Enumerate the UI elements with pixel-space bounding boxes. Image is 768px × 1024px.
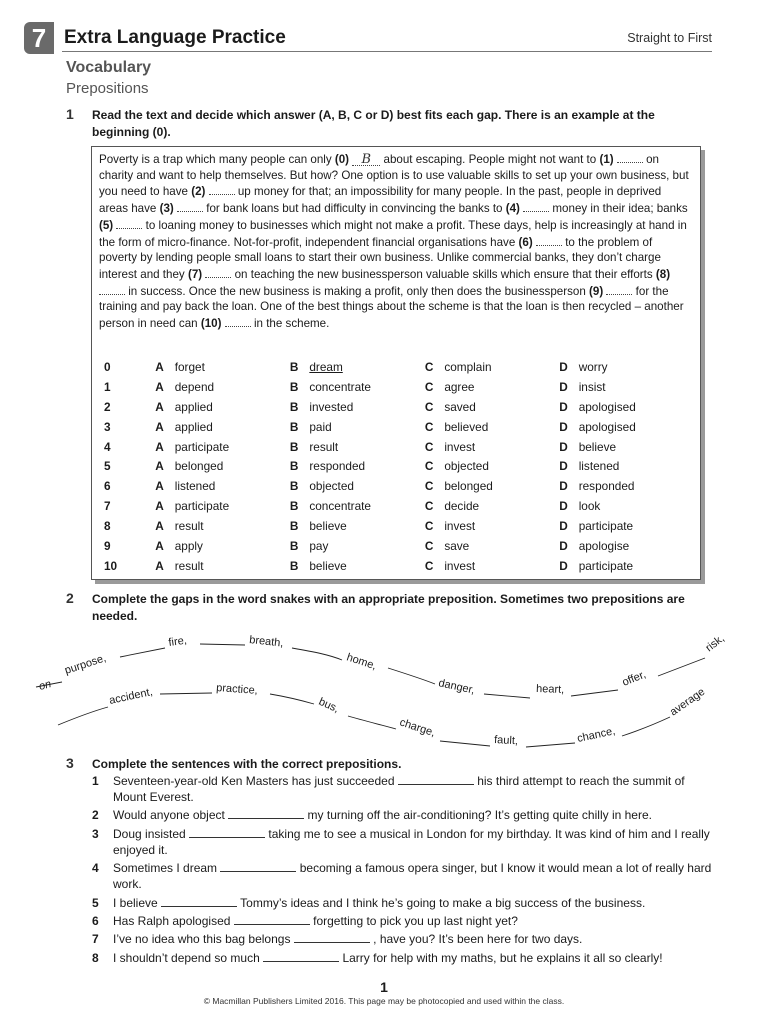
option-letter: C (424, 379, 434, 394)
sentence-text-after: forgetting to pick you up last night yet? (313, 913, 518, 928)
gap-label: (3) (159, 202, 174, 216)
sentence-number: 2 (92, 808, 99, 823)
option-row-number: 10 (104, 558, 118, 573)
option-letter: D (559, 399, 568, 414)
option-letter: C (424, 479, 434, 494)
option-row (104, 357, 694, 377)
snake-word: practice, (215, 682, 259, 697)
sentence-blank[interactable] (398, 773, 474, 785)
option-letter: B (289, 419, 299, 434)
sentence-text-after: Larry for help with my maths, but he explains it all so clearly! (342, 950, 663, 965)
option-letter: A (155, 519, 164, 534)
sentence-blank[interactable] (294, 931, 370, 943)
option-a[interactable]: participate (174, 439, 230, 454)
sentence-number: 7 (92, 932, 99, 947)
gap-5-blank[interactable] (116, 217, 142, 229)
exercise-1-passage: Poverty is a trap which many people can only (0) B about escaping. People might not want to (1) on charity and want to help themselves. But how? One option is to use valuable skills to set up your own business, but you need to have (2) up money for that; an impossibility for many people. In the past, people in deprived areas have (3) for bank loans but had difficulty in convincing the banks to (4) money in their idea; banks (5) to loaning money to businesses which might not make a profit. These days, help is increasingly at hand in the form of micro-finance. Not-for-profit, independent financial organisations have (6) to the problem of poverty by lending people small loans to start their own business. Unlike commercial banks, they don’t charge interest and they (7) on teaching the new businessperson valuable skills which ensure that their efforts (8) in success. Once the new business is making a profit, only then does the businessperson (9) for the training and pay back the loan. One of the best things about the scheme is that the loan is then recycled – another person in need can (10) in the scheme. (99, 152, 689, 331)
option-letter: D (559, 459, 568, 474)
section-heading: Vocabulary (66, 59, 152, 76)
sentence (92, 826, 712, 858)
gap-2-blank[interactable] (209, 183, 235, 195)
option-letter: D (559, 499, 568, 514)
option-c[interactable]: invest (444, 439, 476, 454)
exercise-2-instruction: Complete the gaps in the word snakes with an appropriate preposition. Sometimes two prepositions are needed. (92, 592, 685, 623)
sentence-text-before: I shouldn’t depend so much (113, 950, 260, 965)
snake-word: risk, (703, 632, 727, 655)
option-letter: D (559, 479, 568, 494)
sentence-text-after: his third attempt to reach the summit of Mount Everest. (113, 774, 685, 804)
sentence-text-after: taking me to see a musical in London for my birthday. It was kind of him and I really enjoyed it. (113, 826, 710, 857)
gap-label: (6) (518, 235, 533, 249)
exercise-1-box (91, 146, 701, 580)
option-letter: C (424, 399, 434, 414)
option-letter: B (289, 439, 299, 454)
gap-10-blank[interactable] (225, 315, 251, 327)
option-row (104, 456, 694, 476)
sentence-text-before: Would anyone object (113, 808, 225, 823)
option-letter: A (155, 499, 164, 514)
option-row (104, 516, 694, 536)
option-d[interactable]: listened (578, 459, 620, 474)
option-letter: D (559, 519, 568, 534)
sentence-text-before: Has Ralph apologised (113, 913, 231, 928)
snake-word: bus, (316, 695, 341, 716)
snake-word: charge, (398, 716, 437, 740)
sentence-text-after: my turning off the air-conditioning? It’s getting quite chilly in here. (307, 808, 652, 823)
option-b[interactable]: invested (309, 399, 354, 414)
gap-label: (10) (200, 317, 222, 331)
option-b[interactable]: pay (309, 538, 329, 553)
option-b[interactable]: concentrate (309, 379, 371, 394)
gap-label: (4) (505, 202, 520, 216)
exercise-2-number: 2 (66, 590, 74, 606)
gap-3-blank[interactable] (177, 200, 203, 212)
snake-1-example: on (37, 678, 53, 693)
snake-word: chance, (576, 725, 617, 745)
option-row (104, 556, 694, 576)
option-letter: A (155, 379, 164, 394)
sentence-text-before: Seventeen-year-old Ken Masters has just succeeded (113, 774, 395, 788)
word-snakes (30, 624, 740, 754)
gap-0-example-answer: B (352, 154, 380, 166)
option-row-number: 1 (104, 379, 111, 394)
option-letter: C (424, 499, 434, 514)
page-number: 1 (380, 979, 388, 995)
sentence-blank[interactable] (161, 895, 237, 907)
option-d[interactable]: apologised (578, 419, 636, 434)
option-letter: D (559, 379, 568, 394)
option-letter: C (424, 538, 434, 553)
option-d[interactable]: look (578, 499, 601, 514)
option-row-number: 6 (104, 479, 111, 494)
option-letter: C (424, 419, 434, 434)
snake-word: offer, (620, 668, 648, 689)
option-letter: A (155, 359, 164, 374)
sentence (92, 931, 712, 947)
option-letter: A (155, 459, 164, 474)
option-letter: D (559, 419, 568, 434)
option-row-number: 0 (104, 359, 111, 374)
option-a[interactable]: depend (174, 379, 215, 394)
option-row-number: 7 (104, 499, 111, 514)
option-letter: B (289, 519, 299, 534)
option-row (104, 496, 694, 516)
option-c[interactable]: save (444, 538, 470, 553)
option-b[interactable]: result (309, 439, 339, 454)
sentence-text-before: I believe (113, 895, 158, 910)
option-c[interactable]: invest (444, 558, 476, 573)
gap-label: (0) (334, 153, 350, 166)
option-b[interactable]: responded (309, 459, 366, 474)
option-b[interactable]: objected (309, 479, 354, 494)
sentence-blank[interactable] (228, 807, 304, 819)
option-letter: A (155, 399, 164, 414)
option-a[interactable]: apply (174, 538, 203, 553)
gap-6-blank[interactable] (536, 234, 562, 246)
exercise-1-instruction: Read the text and decide which answer (A, B, C or D) best fits each gap. There is an example at the beginning (0). (92, 108, 655, 139)
option-row-number: 3 (104, 419, 111, 434)
option-d[interactable]: participate (578, 519, 634, 534)
snake-word: fire, (167, 634, 188, 649)
option-row (104, 377, 694, 397)
snake-word: heart, (535, 683, 565, 696)
option-a[interactable]: forget (174, 359, 205, 374)
option-letter: C (424, 359, 434, 374)
exercise-3-number: 3 (66, 755, 74, 771)
option-a[interactable]: result (174, 558, 204, 573)
option-letter: B (289, 459, 299, 474)
sentence (92, 807, 712, 823)
option-letter: D (559, 558, 568, 573)
sentence-text-after: , have you? It’s been here for two days. (373, 932, 583, 947)
option-row-number: 9 (104, 538, 111, 553)
option-letter: B (289, 399, 299, 414)
option-c[interactable]: objected (444, 459, 489, 474)
option-letter: D (559, 538, 568, 553)
gap-label: (5) (99, 218, 114, 232)
sentence-number: 1 (92, 774, 99, 788)
option-row (104, 437, 694, 457)
option-c[interactable]: complain (444, 359, 492, 374)
option-letter: A (155, 439, 164, 454)
snake-word: accident, (108, 686, 154, 707)
options-table (104, 357, 694, 576)
option-d[interactable]: apologise (578, 538, 630, 553)
sentence-blank[interactable] (220, 860, 296, 872)
sentence-number: 5 (92, 895, 99, 910)
option-d[interactable]: responded (578, 479, 635, 494)
option-row-number: 2 (104, 399, 111, 414)
sentence-text-before: I’ve no idea who this bag belongs (113, 932, 291, 947)
series-name: Straight to First (627, 31, 712, 45)
option-row-number: 4 (104, 439, 111, 454)
snake-word: danger, (437, 677, 476, 697)
copyright-notice: © Macmillan Publishers Limited 2016. This page may be photocopied and used within the class. (203, 996, 565, 1006)
option-letter: C (424, 439, 434, 454)
snake-word: fault, (493, 734, 519, 748)
option-letter: B (289, 359, 299, 374)
sentence-blank[interactable] (189, 826, 265, 838)
option-letter: C (424, 519, 434, 534)
option-c[interactable]: belonged (444, 479, 493, 494)
sentence-text-after: Tommy’s ideas and I think he’s going to make a big success of the business. (240, 895, 646, 910)
option-letter: A (155, 419, 164, 434)
gap-label: (2) (191, 185, 206, 199)
option-b[interactable]: believe (309, 558, 347, 573)
snake-word: purpose, (63, 652, 108, 677)
option-a[interactable]: listened (174, 479, 216, 494)
option-c[interactable]: decide (444, 499, 480, 514)
sentence-text-before: Doug insisted (113, 826, 186, 841)
sentence-text-before: Sometimes I dream (113, 861, 218, 876)
gap-7-blank[interactable] (205, 266, 231, 278)
option-row (104, 417, 694, 437)
option-letter: A (155, 538, 164, 553)
option-c[interactable]: invest (444, 519, 476, 534)
option-d[interactable]: insist (578, 379, 606, 394)
gap-label: (9) (589, 284, 604, 298)
option-row (104, 536, 694, 556)
option-letter: C (424, 459, 434, 474)
option-a[interactable]: participate (174, 499, 230, 514)
option-letter: B (289, 558, 299, 573)
header-rule (62, 51, 712, 52)
unit-number-badge: 7 (24, 22, 54, 54)
sentence-text-after: becoming a famous opera singer, but I know it would mean a lot of really hard work. (113, 861, 712, 892)
option-a[interactable]: applied (174, 399, 213, 414)
option-b[interactable]: dream (309, 359, 343, 374)
option-a[interactable]: belonged (174, 459, 224, 474)
option-d[interactable]: worry (578, 359, 608, 374)
page-title: Extra Language Practice (64, 27, 286, 48)
sentence (92, 895, 712, 911)
exercise-3-sentences (92, 773, 712, 968)
sentence-number: 3 (92, 826, 99, 841)
option-row (104, 397, 694, 417)
option-letter: B (289, 538, 299, 553)
sentence-number: 6 (92, 913, 99, 928)
sentence-number: 4 (92, 861, 99, 876)
option-d[interactable]: apologised (578, 399, 636, 414)
gap-1-blank[interactable] (617, 151, 643, 163)
option-letter: D (559, 439, 568, 454)
gap-label: (8) (655, 267, 671, 281)
snake-word: average (667, 685, 708, 719)
option-a[interactable]: result (174, 519, 204, 534)
exercise-1-number: 1 (66, 106, 74, 122)
sentence (92, 860, 712, 892)
gap-4-blank[interactable] (523, 200, 549, 212)
option-b[interactable]: concentrate (309, 499, 371, 514)
sentence-blank[interactable] (263, 950, 339, 962)
snake-word: home, (345, 651, 378, 673)
option-d[interactable]: believe (578, 439, 617, 454)
option-letter: A (155, 479, 164, 494)
sentence-blank[interactable] (234, 913, 310, 925)
option-b[interactable]: believe (309, 519, 347, 534)
sentence-number: 8 (92, 950, 99, 965)
sentence (92, 773, 712, 805)
gap-label: (1) (599, 153, 614, 166)
snake-word: breath, (248, 634, 285, 650)
gap-label: (7) (187, 267, 203, 281)
option-letter: A (155, 558, 164, 573)
sentence (92, 913, 712, 929)
option-row-number: 5 (104, 459, 111, 474)
sentence (92, 950, 712, 966)
option-letter: B (289, 499, 299, 514)
option-letter: C (424, 558, 434, 573)
option-b[interactable]: paid (309, 419, 332, 434)
gap-8-blank[interactable] (99, 283, 125, 295)
option-letter: D (559, 359, 568, 374)
option-c[interactable]: agree (444, 379, 475, 394)
option-letter: B (289, 379, 299, 394)
subsection-heading: Prepositions (66, 80, 149, 97)
option-letter: B (289, 479, 299, 494)
option-a[interactable]: applied (174, 419, 213, 434)
option-d[interactable]: participate (578, 558, 634, 573)
exercise-3-instruction: Complete the sentences with the correct prepositions. (92, 757, 402, 771)
option-c[interactable]: believed (444, 419, 489, 434)
option-row-number: 8 (104, 519, 111, 534)
option-row (104, 476, 694, 496)
option-c[interactable]: saved (444, 399, 476, 414)
gap-9-blank[interactable] (606, 283, 632, 295)
